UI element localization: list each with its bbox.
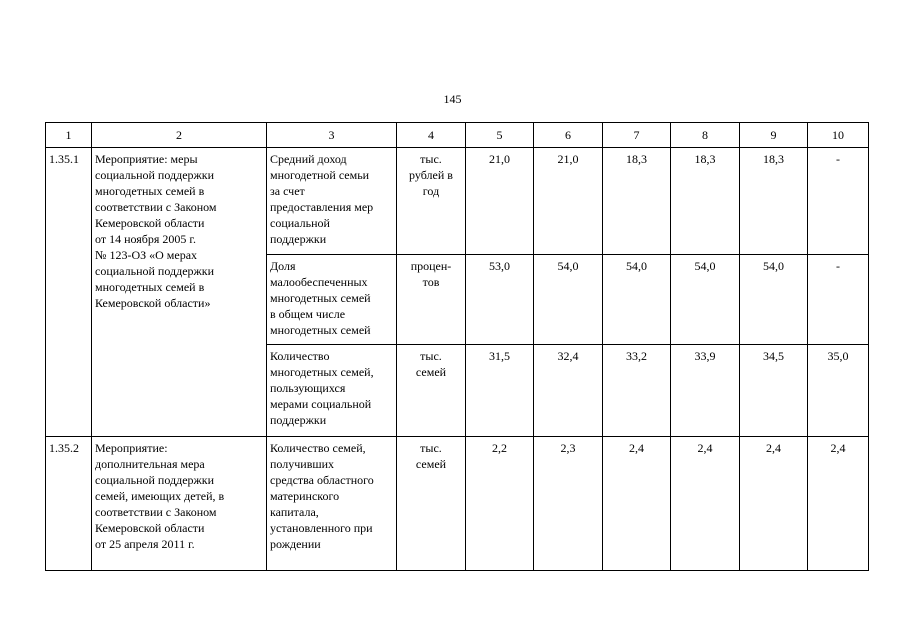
indicator-value: 35,0 <box>808 345 869 437</box>
indicator-value: 2,4 <box>671 437 740 571</box>
indicator-value: 32,4 <box>534 345 603 437</box>
indicator-value: - <box>808 148 869 255</box>
indicator-name: Доля малообеспеченных многодетных семей в общем числе многодетных семей <box>267 255 397 345</box>
column-header: 10 <box>808 123 869 148</box>
indicator-value: 2,4 <box>740 437 808 571</box>
column-header: 8 <box>671 123 740 148</box>
column-header: 9 <box>740 123 808 148</box>
indicator-value: 2,4 <box>603 437 671 571</box>
table-row <box>46 437 869 571</box>
indicator-name: Количество многодетных семей, пользующихся мерами социальной поддержки <box>267 345 397 437</box>
column-header: 5 <box>466 123 534 148</box>
indicator-name: Количество семей, получивших средства областного материнского капитала, установленного при рождении <box>267 437 397 571</box>
indicator-value: 18,3 <box>740 148 808 255</box>
indicator-value: 2,3 <box>534 437 603 571</box>
page-number: 145 <box>443 92 462 106</box>
indicator-value: 54,0 <box>603 255 671 345</box>
indicator-value: - <box>808 255 869 345</box>
indicator-unit: тыс. рублей в год <box>397 148 466 255</box>
indicator-value: 31,5 <box>466 345 534 437</box>
indicator-value: 54,0 <box>740 255 808 345</box>
indicator-name: Средний доход многодетной семьи за счет предоставления мер социальной поддержки <box>267 148 397 255</box>
indicator-value: 21,0 <box>466 148 534 255</box>
column-header: 3 <box>267 123 397 148</box>
indicator-value: 18,3 <box>603 148 671 255</box>
column-header: 6 <box>534 123 603 148</box>
measure-description: Мероприятие: дополнительная мера социальной поддержки семей, имеющих детей, в соответствии с Законом Кемеровской области от 25 апреля 2011 г. <box>92 437 267 571</box>
indicator-value: 18,3 <box>671 148 740 255</box>
column-header: 1 <box>46 123 92 148</box>
indicator-value: 54,0 <box>671 255 740 345</box>
indicator-value: 34,5 <box>740 345 808 437</box>
table-row <box>46 148 869 255</box>
indicator-unit: тыс. семей <box>397 345 466 437</box>
indicator-unit: процен- тов <box>397 255 466 345</box>
column-header: 2 <box>92 123 267 148</box>
indicator-value: 2,4 <box>808 437 869 571</box>
indicator-value: 2,2 <box>466 437 534 571</box>
column-header: 4 <box>397 123 466 148</box>
indicator-unit: тыс. семей <box>397 437 466 571</box>
indicator-value: 53,0 <box>466 255 534 345</box>
measure-code: 1.35.2 <box>46 437 92 571</box>
indicator-value: 33,2 <box>603 345 671 437</box>
indicator-value: 21,0 <box>534 148 603 255</box>
column-header: 7 <box>603 123 671 148</box>
indicator-value: 54,0 <box>534 255 603 345</box>
measure-code: 1.35.1 <box>46 148 92 437</box>
indicator-value: 33,9 <box>671 345 740 437</box>
table-header-row <box>46 123 869 148</box>
measure-description: Мероприятие: меры социальной поддержки многодетных семей в соответствии с Законом Кемеровской области от 14 ноября 2005 г. № 123-ОЗ «О мерах социальной поддержки многодетных семей в Кемеровской области» <box>92 148 267 437</box>
indicators-table <box>45 122 869 571</box>
